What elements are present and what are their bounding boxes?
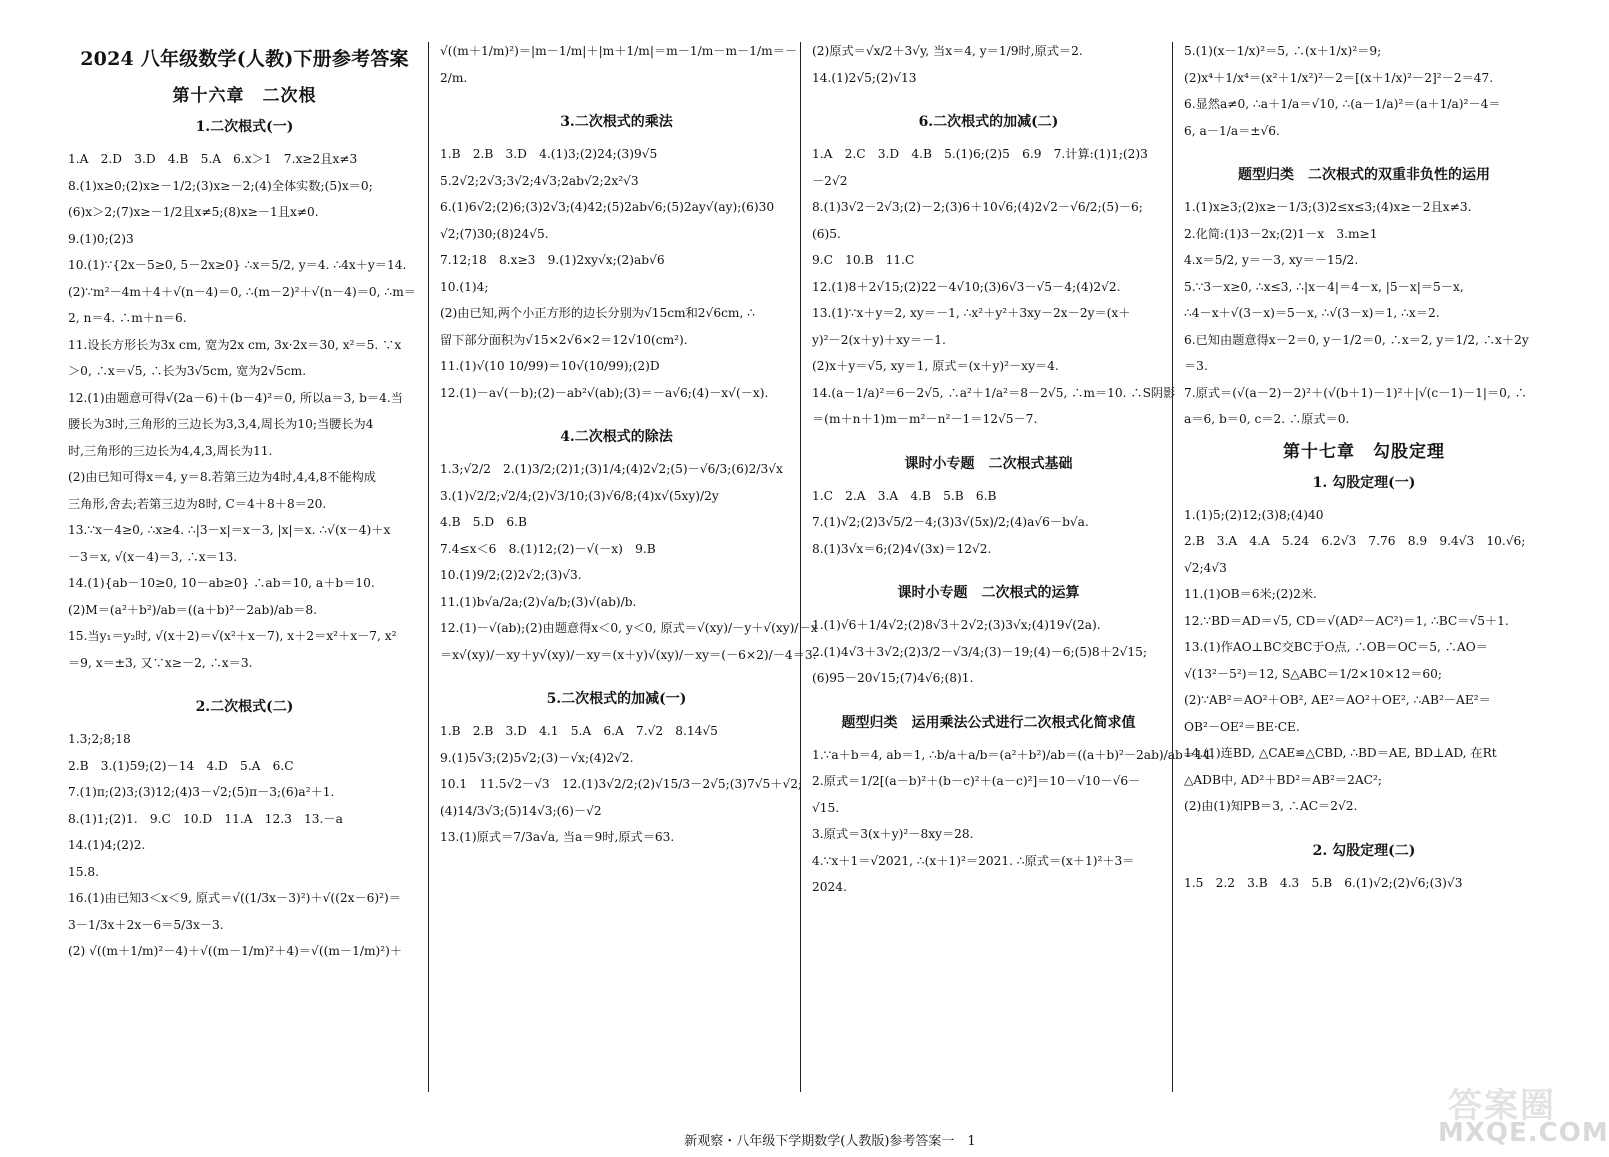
answer-line: 4.x＝5/2, y＝－3, xy＝－15/2. [1184, 253, 1359, 267]
answer-line: ＞0, ∴x＝√5, ∴长为3√5cm, 宽为2√5cm. [68, 364, 307, 378]
answer-line: 12.(1)8＋2√15;(2)22－4√10;(3)6√3－√5－4;(4)2√2. [812, 279, 1121, 294]
column-divider [800, 42, 801, 1092]
answer-line: 6.已知由题意得x－2＝0, y－1/2＝0, ∴x＝2, y＝1/2, ∴x＋2y [1184, 332, 1529, 347]
answer-line: 3－1/3x＋2x－6＝5/3x－3. [68, 917, 224, 932]
answer-line: (2) √((m＋1/m)²－4)＋√((m－1/m)²＋4)＝√((m－1/m)²)＋ [68, 944, 403, 958]
watermark-url: MXQE.COM [1438, 1118, 1609, 1148]
section-heading: 5.二次根式的加减(一) [546, 691, 687, 707]
column-4 [1178, 38, 1550, 1118]
answer-line: 12.(1)－a√(－b);(2)－ab²√(ab);(3)＝－a√6;(4)－x√(－x). [440, 385, 769, 400]
answer-line: 16.(1)由已知3＜x＜9, 原式＝√((1/3x－3)²)＋√((2x－6)²)＝ [68, 891, 401, 905]
answer-line: (2)∵AB²＝AO²＋OB², AE²＝AO²＋OE², ∴AB²－AE²＝ [1184, 693, 1491, 707]
page-footer: 新观察・八年级下学期数学(人教版)参考答案一 1 [684, 1134, 976, 1149]
answer-line: 1.B 2.B 3.D 4.(1)3;(2)24;(3)9√5 [440, 147, 658, 161]
answer-line: 13.(1)作AO⊥BC交BC于O点, ∴OB＝OC＝5, ∴AO＝ [1184, 640, 1488, 654]
section-heading: 课时小专题 二次根式的运算 [897, 585, 1080, 601]
answer-line: (2)M＝(a²＋b²)/ab＝((a＋b)²－2ab)/ab＝8. [68, 602, 317, 617]
answer-line: 10.(1)4; [440, 279, 489, 294]
section-heading: 题型归类 运用乘法公式进行二次根式化简求值 [841, 714, 1136, 731]
answer-line: 三角形,舍去;若第三边为8时, C＝4＋8＋8＝20. [68, 496, 327, 511]
answer-line: 3.(1)√2/2;√2/4;(2)√3/10;(3)√6/8;(4)x√(5xy)/2y [440, 488, 719, 503]
answer-line: 4.B 5.D 6.B [440, 515, 527, 529]
chapter-heading: 第十六章 二次根 [172, 86, 317, 106]
answer-line: 10.(1)∵{2x－5≥0, 5－2x≥0} ∴x＝5/2, y＝4. ∴4x＋y＝14. [68, 258, 407, 272]
answer-line: (2)由已知可得x＝4, y＝8.若第三边为4时,4,4,8不能构成 [68, 470, 376, 484]
answer-line: 10.(1)9/2;(2)2√2;(3)√3. [440, 568, 582, 582]
column-2 [434, 38, 818, 1118]
answer-line: 1.3;√2/2 2.(1)3/2;(2)1;(3)1/4;(4)2√2;(5)－√6/3;(6)2/3√x [440, 462, 783, 476]
answer-line: (6)95－20√15;(7)4√6;(8)1. [812, 671, 974, 685]
answer-line: ∴4－x＋√(3－x)＝5－x, ∴√(3－x)＝1, ∴x＝2. [1184, 306, 1440, 320]
answer-line: 14.(1)4;(2)2. [68, 838, 146, 852]
answer-line: (2)x＋y＝√5, xy＝1, 原式＝(x＋y)²－xy＝4. [812, 359, 1059, 373]
answer-line: 11.(1)b√a/2a;(2)√a/b;(3)√(ab)/b. [440, 594, 637, 609]
answer-line: 2.原式＝1/2[(a－b)²＋(b－c)²＋(a－c)²]＝10－√10－√6－ [812, 774, 1141, 788]
answer-line: 14.(a－1/a)²＝6－2√5, ∴a²＋1/a²＝8－2√5, ∴m＝10. ∴S阴影 [812, 385, 1176, 400]
answer-line: 1.(1)5;(2)12;(3)8;(4)40 [1184, 507, 1324, 522]
answer-line: 6.显然a≠0, ∴a＋1/a＝√10, ∴(a－1/a)²＝(a＋1/a)²－4＝ [1184, 97, 1501, 111]
answer-line: ＝3. [1184, 359, 1208, 373]
answer-line: y)²－2(x＋y)＋xy＝－1. [812, 332, 946, 347]
section-heading: 1.二次根式(一) [195, 119, 294, 135]
column-1 [62, 38, 427, 1118]
answer-line: 时,三角形的三边长为4,4,3,周长为11. [68, 443, 273, 458]
answer-line: (4)14/3√3;(5)14√3;(6)－√2 [440, 803, 602, 818]
column-divider [1172, 42, 1173, 1092]
answer-line: 7.(1)√2;(2)3√5/2－4;(3)3√(5x)/2;(4)a√6－b√a. [812, 515, 1089, 529]
answer-line: 12.(1)由题意可得√(2a－6)＋(b－4)²＝0, 所以a＝3, b＝4.当 [68, 390, 403, 405]
section-heading: 6.二次根式的加减(二) [918, 114, 1059, 130]
answer-line: 6, a－1/a＝±√6. [1184, 123, 1280, 138]
answer-line: 1.(1)√6＋1/4√2;(2)8√3＋2√2;(3)3√x;(4)19√(2a). [812, 618, 1101, 632]
answer-line: 11.设长方形长为3x cm, 宽为2x cm, 3x·2x＝30, x²＝5. ∵x [68, 337, 402, 352]
answer-line: (2)由已知,两个小正方形的边长分别为√15cm和2√6cm, ∴ [440, 306, 755, 320]
column-divider [428, 42, 429, 1092]
answer-line: 11.(1)OB＝6米;(2)2米. [1184, 587, 1317, 601]
answer-line: 腰长为3时,三角形的三边长为3,3,4,周长为10;当腰长为4 [68, 417, 374, 431]
answer-line: 13.(1)∵x＋y＝2, xy＝－1, ∴x²＋y²＋3xy－2x－2y＝(x＋ [812, 306, 1131, 320]
answer-line: 3.原式＝3(x＋y)²－8xy＝28. [812, 827, 974, 841]
section-heading: 2. 勾股定理(二) [1312, 842, 1416, 859]
answer-line: (2)原式＝√x/2＋3√y, 当x＝4, y＝1/9时,原式＝2. [812, 44, 1083, 58]
answer-line: 15.当y₁＝y₂时, √(x＋2)＝√(x²＋x－7), x＋2＝x²＋x－7, x² [68, 629, 397, 643]
answer-line: 2.化简:(1)3－2x;(2)1－x 3.m≥1 [1184, 226, 1378, 241]
answer-line: 1.∵a＋b＝4, ab＝1, ∴b/a＋a/b＝(a²＋b²)/ab＝((a＋b)²－2ab)/ab＝14. [812, 747, 1215, 762]
answer-line: 7.12;18 8.x≥3 9.(1)2xy√x;(2)ab√6 [440, 253, 665, 267]
answer-line: 7.原式＝(√(a－2)－2)²＋(√(b＋1)－1)²＋|√(c－1)－1|＝0, ∴ [1184, 385, 1527, 400]
answer-line: 9.(1)0;(2)3 [68, 231, 134, 246]
answer-line: 8.(1)x≥0;(2)x≥－1/2;(3)x≥－2;(4)全体实数;(5)x＝0; [68, 178, 373, 193]
answer-line: 5.∵3－x≥0, ∴x≤3, ∴|x－4|＝4－x, |5－x|＝5－x, [1184, 279, 1464, 294]
answer-line: 2024. [812, 880, 847, 894]
column-3 [806, 38, 1215, 1118]
section-heading: 课时小专题 二次根式基础 [904, 455, 1073, 472]
answer-line: 2.B 3.(1)59;(2)－14 4.D 5.A 6.C [68, 758, 294, 773]
answer-line: 13.∵x－4≥0, ∴x≥4. ∴|3－x|＝x－3, |x|＝x. ∴√(x－4)＋x [68, 523, 391, 537]
answer-line: 4.∵x＋1＝√2021, ∴(x＋1)²＝2021. ∴原式＝(x＋1)²＋3＝ [812, 853, 1135, 868]
answer-line: 7.4≤x＜6 8.(1)12;(2)－√(－x) 9.B [440, 541, 656, 556]
answer-line: 留下部分面积为√15×2√6×2＝12√10(cm²). [440, 332, 688, 347]
answer-line: ＝9, x＝±3, 又∵x≥－2, ∴x＝3. [68, 655, 253, 670]
answer-line: 2/m. [440, 70, 468, 85]
answer-line: √2;(7)30;(8)24√5. [440, 226, 549, 241]
answer-line: △ADB中, AD²＋BD²＝AB²＝2AC²; [1184, 772, 1382, 787]
answer-line: 14.(1)连BD, △CAE≌△CBD, ∴BD＝AE, BD⊥AD, 在Rt [1184, 746, 1497, 760]
answer-line: (2)x⁴＋1/x⁴＝(x²＋1/x²)²－2＝[(x＋1/x)²－2]²－2＝47. [1184, 70, 1494, 85]
answer-line: 1.A 2.C 3.D 4.B 5.(1)6;(2)5 6.9 7.计算:(1)1;(2)3 [812, 147, 1148, 161]
answer-line: (2)由(1)知PB＝3, ∴AC＝2√2. [1184, 799, 1358, 813]
answer-line: 9.(1)5√3;(2)5√2;(3)－√x;(4)2√2. [440, 750, 634, 765]
answer-line: 1.3;2;8;18 [68, 732, 131, 746]
answer-line: －3＝x, √(x－4)＝3, ∴x＝13. [68, 549, 238, 564]
answer-line: a＝6, b＝0, c＝2. ∴原式＝0. [1184, 412, 1350, 426]
answer-line: 12.(1)－√(ab);(2)由题意得x＜0, y＜0, 原式＝√(xy)/－y＋√(xy)/－x [440, 621, 818, 635]
answer-line: 1.5 2.2 3.B 4.3 5.B 6.(1)√2;(2)√6;(3)√3 [1184, 875, 1463, 890]
answer-line: 9.C 10.B 11.C [812, 253, 915, 267]
chapter-heading: 第十七章 勾股定理 [1283, 441, 1445, 462]
answer-line: 7.(1)π;(2)3;(3)12;(4)3－√2;(5)π－3;(6)a²＋1. [68, 785, 335, 799]
answer-line: 12.∵BD＝AD＝√5, CD＝√(AD²－AC²)＝1, ∴BC＝√5＋1. [1184, 613, 1509, 628]
answer-line: 2, n＝4. ∴m＋n＝6. [68, 311, 187, 325]
answer-line: 1.A 2.D 3.D 4.B 5.A 6.x＞1 7.x≥2且x≠3 [68, 152, 358, 166]
answer-line: 1.(1)x≥3;(2)x≥－1/3;(3)2≤x≤3;(4)x≥－2且x≠3. [1184, 200, 1472, 214]
section-heading: 3.二次根式的乘法 [560, 114, 673, 130]
answer-line: ＝x√(xy)/－xy＋y√(xy)/－xy＝(x＋y)√(xy)/－xy＝(－6×2)/－4＝3. [440, 647, 817, 662]
watermark-logo-text: 答案圈 [1448, 1086, 1556, 1126]
answer-line: ＝(m＋n＋1)m－m²－n²－1＝12√5－7. [812, 412, 1038, 426]
answer-line: 14.(1){ab－10≥0, 10－ab≥0} ∴ab＝10, a＋b＝10. [68, 576, 375, 590]
answer-line: √(13²－5²)＝12, S△ABC＝1/2×10×12＝60; [1184, 666, 1443, 681]
answer-line: 1.C 2.A 3.A 4.B 5.B 6.B [812, 488, 997, 503]
document-title: 2024 八年级数学(人教)下册参考答案 [80, 48, 409, 70]
answer-line: (6)x＞2;(7)x≥－1/2且x≠5;(8)x≥－1且x≠0. [68, 205, 319, 219]
answer-line: √15. [812, 800, 840, 815]
answer-line: (2)∵m²－4m＋4＋√(n－4)＝0, ∴(m－2)²＋√(n－4)＝0, ∴m＝ [68, 284, 416, 299]
answer-line: 8.(1)3√2－2√3;(2)－2;(3)6＋10√6;(4)2√2－√6/2;(5)－6; [812, 200, 1143, 214]
answer-line: 10.1 11.5√2－√3 12.(1)3√2/2;(2)√15/3－2√5;(3)7√5＋√2; [440, 777, 803, 791]
answer-line: 8.(1)1;(2)1. 9.C 10.D 11.A 12.3 13.－a [68, 811, 343, 826]
answer-line: √2;4√3 [1184, 560, 1227, 575]
answer-line: OB²－OE²＝BE·CE. [1184, 719, 1300, 734]
answer-line: 6.(1)6√2;(2)6;(3)2√3;(4)42;(5)2ab√6;(5)2ay√(ay);(6)30 [440, 200, 775, 214]
answer-line: 5.2√2;2√3;3√2;4√3;2ab√2;2x²√3 [440, 173, 639, 188]
answer-line: 15.8. [68, 864, 100, 879]
section-heading: 2.二次根式(二) [195, 699, 294, 715]
answer-line: (6)5. [812, 226, 841, 241]
answer-line: 5.(1)(x－1/x)²＝5, ∴(x＋1/x)²＝9; [1184, 44, 1382, 58]
answer-line: 1.B 2.B 3.D 4.1 5.A 6.A 7.√2 8.14√5 [440, 724, 718, 738]
answer-line: 14.(1)2√5;(2)√13 [812, 70, 917, 85]
answer-line: 8.(1)3√x＝6;(2)4√(3x)＝12√2. [812, 541, 992, 556]
section-heading: 1. 勾股定理(一) [1312, 474, 1416, 491]
answer-line: √((m＋1/m)²)＝|m－1/m|＋|m＋1/m|＝m－1/m－m－1/m＝－ [440, 44, 798, 58]
answer-line: 11.(1)√(10 10/99)＝10√(10/99);(2)D [440, 359, 660, 373]
answer-line: －2√2 [812, 173, 848, 188]
answer-line: 13.(1)原式＝7/3a√a, 当a＝9时,原式＝63. [440, 830, 675, 844]
section-heading: 4.二次根式的除法 [560, 429, 673, 445]
answer-line: 2.(1)4√3＋3√2;(2)3/2－√3/4;(3)－19;(4)－6;(5)8＋2√15; [812, 644, 1148, 659]
section-heading: 题型归类 二次根式的双重非负性的运用 [1238, 167, 1490, 183]
answer-line: 2.B 3.A 4.A 5.24 6.2√3 7.76 8.9 9.4√3 10.√6; [1184, 534, 1526, 548]
